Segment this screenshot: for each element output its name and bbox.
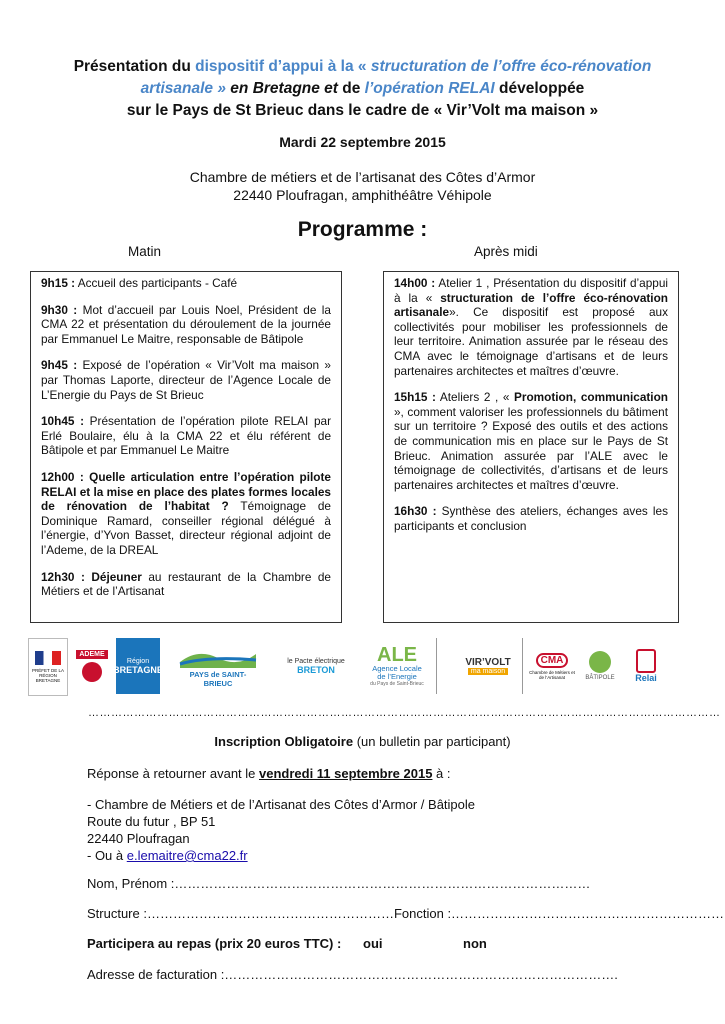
agenda-text: Atelier 1 , Présentation du dispositif d’appui à la « <box>394 276 668 305</box>
agenda-text: Exposé de l’opération « Vir’Volt ma maison » par Thomas Laporte, directeur de l’Agence Locale de L’Energie du Pays de St Brieuc <box>41 358 331 402</box>
email-link[interactable]: e.lemaitre@cma22.fr <box>126 848 248 863</box>
title-part: l’opération RELAI <box>364 80 495 97</box>
region-text: Région <box>126 657 150 665</box>
agenda-item <box>41 470 331 558</box>
agenda-text: Présentation de l’opération pilote RELAI par Erlé Boulaire, élu à la CMA 22 et élu référent de Bâtipole et par Emmanuel Le Maitre <box>41 414 332 458</box>
agenda-time: 14h00 : <box>394 276 436 290</box>
agenda-text: au restaurant de la Chambre de Métiers et de l’Artisanat <box>41 569 331 599</box>
relai-logo <box>624 638 668 694</box>
agenda-bold: Promotion, communication <box>513 390 668 405</box>
programme-heading: Programme : <box>297 218 428 241</box>
address-line: - Chambre de Métiers et de l’Artisanat des Côtes d’Armor / Bâtipole <box>87 797 476 812</box>
title-part: de <box>337 80 365 97</box>
pacte-text: BRETON <box>297 664 335 675</box>
partner-logos <box>28 638 698 698</box>
agenda-time: 9h30 : <box>41 302 78 317</box>
prefet-text: PRÉFET DE LA RÉGION BRETAGNE <box>32 668 64 683</box>
agenda-item <box>41 276 331 291</box>
title-part: sur le Pays de St Brieuc dans le cadre de « Vir’Volt ma maison » <box>126 102 599 119</box>
agenda-text: Témoignage de Dominique Ramard, conseiller régional délégué à l’énergie, d’Yvon Basset, directeur régional adjoint de l’Ademe, de la DREAL <box>41 499 331 557</box>
virvolt-text: ma maison <box>468 668 508 675</box>
agenda-text: Ateliers 2 , « <box>435 390 514 405</box>
pays-saint-brieuc-logo <box>176 638 260 694</box>
reponse-text: à : <box>432 766 451 781</box>
pacte-text: le Pacte électrique <box>287 657 345 665</box>
ale-text: ALE <box>377 644 417 666</box>
title-part: Présentation du <box>73 58 196 75</box>
agenda-item <box>41 414 331 458</box>
agenda-time: 12h00 : <box>41 469 84 484</box>
cma-logo <box>528 638 576 694</box>
document-title <box>60 56 665 122</box>
ale-logo <box>362 638 432 694</box>
region-bretagne-logo <box>113 638 163 694</box>
venue <box>0 168 725 204</box>
ademe-logo <box>72 638 112 694</box>
agenda-time: 12h30 : <box>41 569 85 584</box>
adresse-facturation-field[interactable]: Adresse de facturation :………………………………………………………………………………. <box>87 967 618 982</box>
agenda-text: Synthèse des ateliers, échanges aves les participants et conclusion <box>394 504 668 533</box>
apres-midi-box <box>383 271 679 623</box>
matin-heading: Matin <box>128 244 162 259</box>
address-line: 22440 Ploufragan <box>87 831 190 846</box>
reponse-date: vendredi 11 septembre 2015 <box>259 766 433 781</box>
reponse-line <box>87 765 451 782</box>
repas-oui-option[interactable]: oui <box>363 936 383 951</box>
address-text: - Ou à <box>87 848 127 863</box>
agenda-time: 9h45 : <box>41 358 78 373</box>
title-part: » <box>213 80 231 97</box>
virvolt-text: VIR’VOLT <box>465 657 511 668</box>
landscape-icon <box>178 644 258 670</box>
agenda-text: Accueil des participants - Café <box>75 276 238 290</box>
repas-label: Participera au repas (prix 20 euros TTC) : <box>87 936 342 951</box>
apres-midi-heading: Après midi <box>474 244 538 259</box>
agenda-item <box>41 358 331 402</box>
agenda-text: Mot d’accueil par Louis Noel, Président de la CMA 22 et présentation du déroulement de la journée par Emmanuel Le Maitre, responsable de Bâtipole <box>41 302 331 346</box>
address-block <box>87 796 475 864</box>
agenda-item <box>394 390 668 492</box>
repas-non-option[interactable]: non <box>463 936 487 951</box>
repas-line <box>87 935 647 952</box>
pays-text: PAYS de SAINT-BRIEUC <box>189 670 247 688</box>
virvolt-logo <box>448 638 528 694</box>
venue-line: 22440 Ploufragan, amphithéâtre Véhipole <box>233 187 492 203</box>
region-text: BRETAGNE <box>113 664 163 675</box>
relai-icon <box>636 649 656 673</box>
title-part: en Bretagne et <box>230 80 338 97</box>
inscription-note: (un bulletin par participant) <box>353 734 511 749</box>
batipole-icon <box>589 651 611 673</box>
inscription-heading <box>0 734 725 749</box>
logo-divider <box>436 638 437 694</box>
ademe-text: ADEME <box>76 650 107 659</box>
relai-text: Relai <box>635 673 657 683</box>
agenda-time: 15h15 : <box>394 390 436 405</box>
reponse-text: Réponse à retourner avant le <box>87 766 259 781</box>
title-part: développée <box>494 80 585 97</box>
batipole-logo <box>580 638 620 694</box>
agenda-item <box>394 276 668 378</box>
title-part: structuration de l’offre éco-rénovation artisanale <box>140 58 652 97</box>
address-line: Route du futur , BP 51 <box>87 814 216 829</box>
inscription-title: Inscription Obligatoire <box>214 734 354 749</box>
batipole-text: BÂTIPOLE <box>585 675 615 681</box>
agenda-item <box>41 570 331 599</box>
agenda-bold: structuration de l’offre éco-rénovation artisanale <box>394 290 669 320</box>
agenda-time: 9h15 : <box>41 276 76 290</box>
ademe-icon <box>82 662 102 682</box>
agenda-bold: Quelle articulation entre l’opération pilote RELAI et la mise en place des plates formes locales de rénovation de l’habitat ? <box>41 469 331 514</box>
event-date: Mardi 22 septembre 2015 <box>279 134 446 150</box>
matin-box <box>30 271 342 623</box>
agenda-text: », comment valoriser les professionnels du bâtiment sur un territoire ? Exposé des outils et des actions de communication mis en place sur le Pays de St Brieuc. Animation assurée par l’ALE avec le témoignage de collectivités, d’artisans et de leurs partenaires architectes et maîtres d’œuvre. <box>394 404 668 492</box>
ale-text: Agence Locale <box>372 664 422 673</box>
agenda-bold: Déjeuner <box>84 569 142 584</box>
agenda-item <box>394 504 668 533</box>
agenda-time: 10h45 : <box>41 414 85 429</box>
agenda-item <box>41 303 331 347</box>
pacte-electrique-logo <box>272 638 360 694</box>
ale-text: du Pays de Saint-Brieuc <box>370 681 424 687</box>
address-line <box>87 847 475 864</box>
ale-text: de l’Energie <box>377 672 417 681</box>
prefet-logo <box>28 638 68 696</box>
cma-text: CMA <box>536 653 569 668</box>
flag-icon <box>35 651 61 665</box>
structure-fonction-field[interactable]: Structure :…………………………………………………Fonction :……………………………………………………… <box>87 906 725 921</box>
logo-divider <box>522 638 523 694</box>
venue-line: Chambre de métiers et de l’artisanat des Côtes d’Armor <box>189 169 536 185</box>
agenda-time: 16h30 : <box>394 504 437 519</box>
nom-field[interactable]: Nom, Prénom :…………………………………………………………………………………… <box>87 876 591 891</box>
separator-line: ………………………………………………………………………………………………………………………………………………… <box>88 707 721 719</box>
cma-text: Chambre de Métiers et de l’Artisanat <box>529 669 575 680</box>
title-part: dispositif d’appui à la « <box>195 58 371 75</box>
agenda-text: ». Ce dispositif est proposé aux collectivités pour mobiliser les professionnels de leur territoire. Animation assurée par le réseau des CMA avec le témoignage d’artisans et de leurs partenaires architectes et maîtres d’œuvre. <box>394 305 668 378</box>
